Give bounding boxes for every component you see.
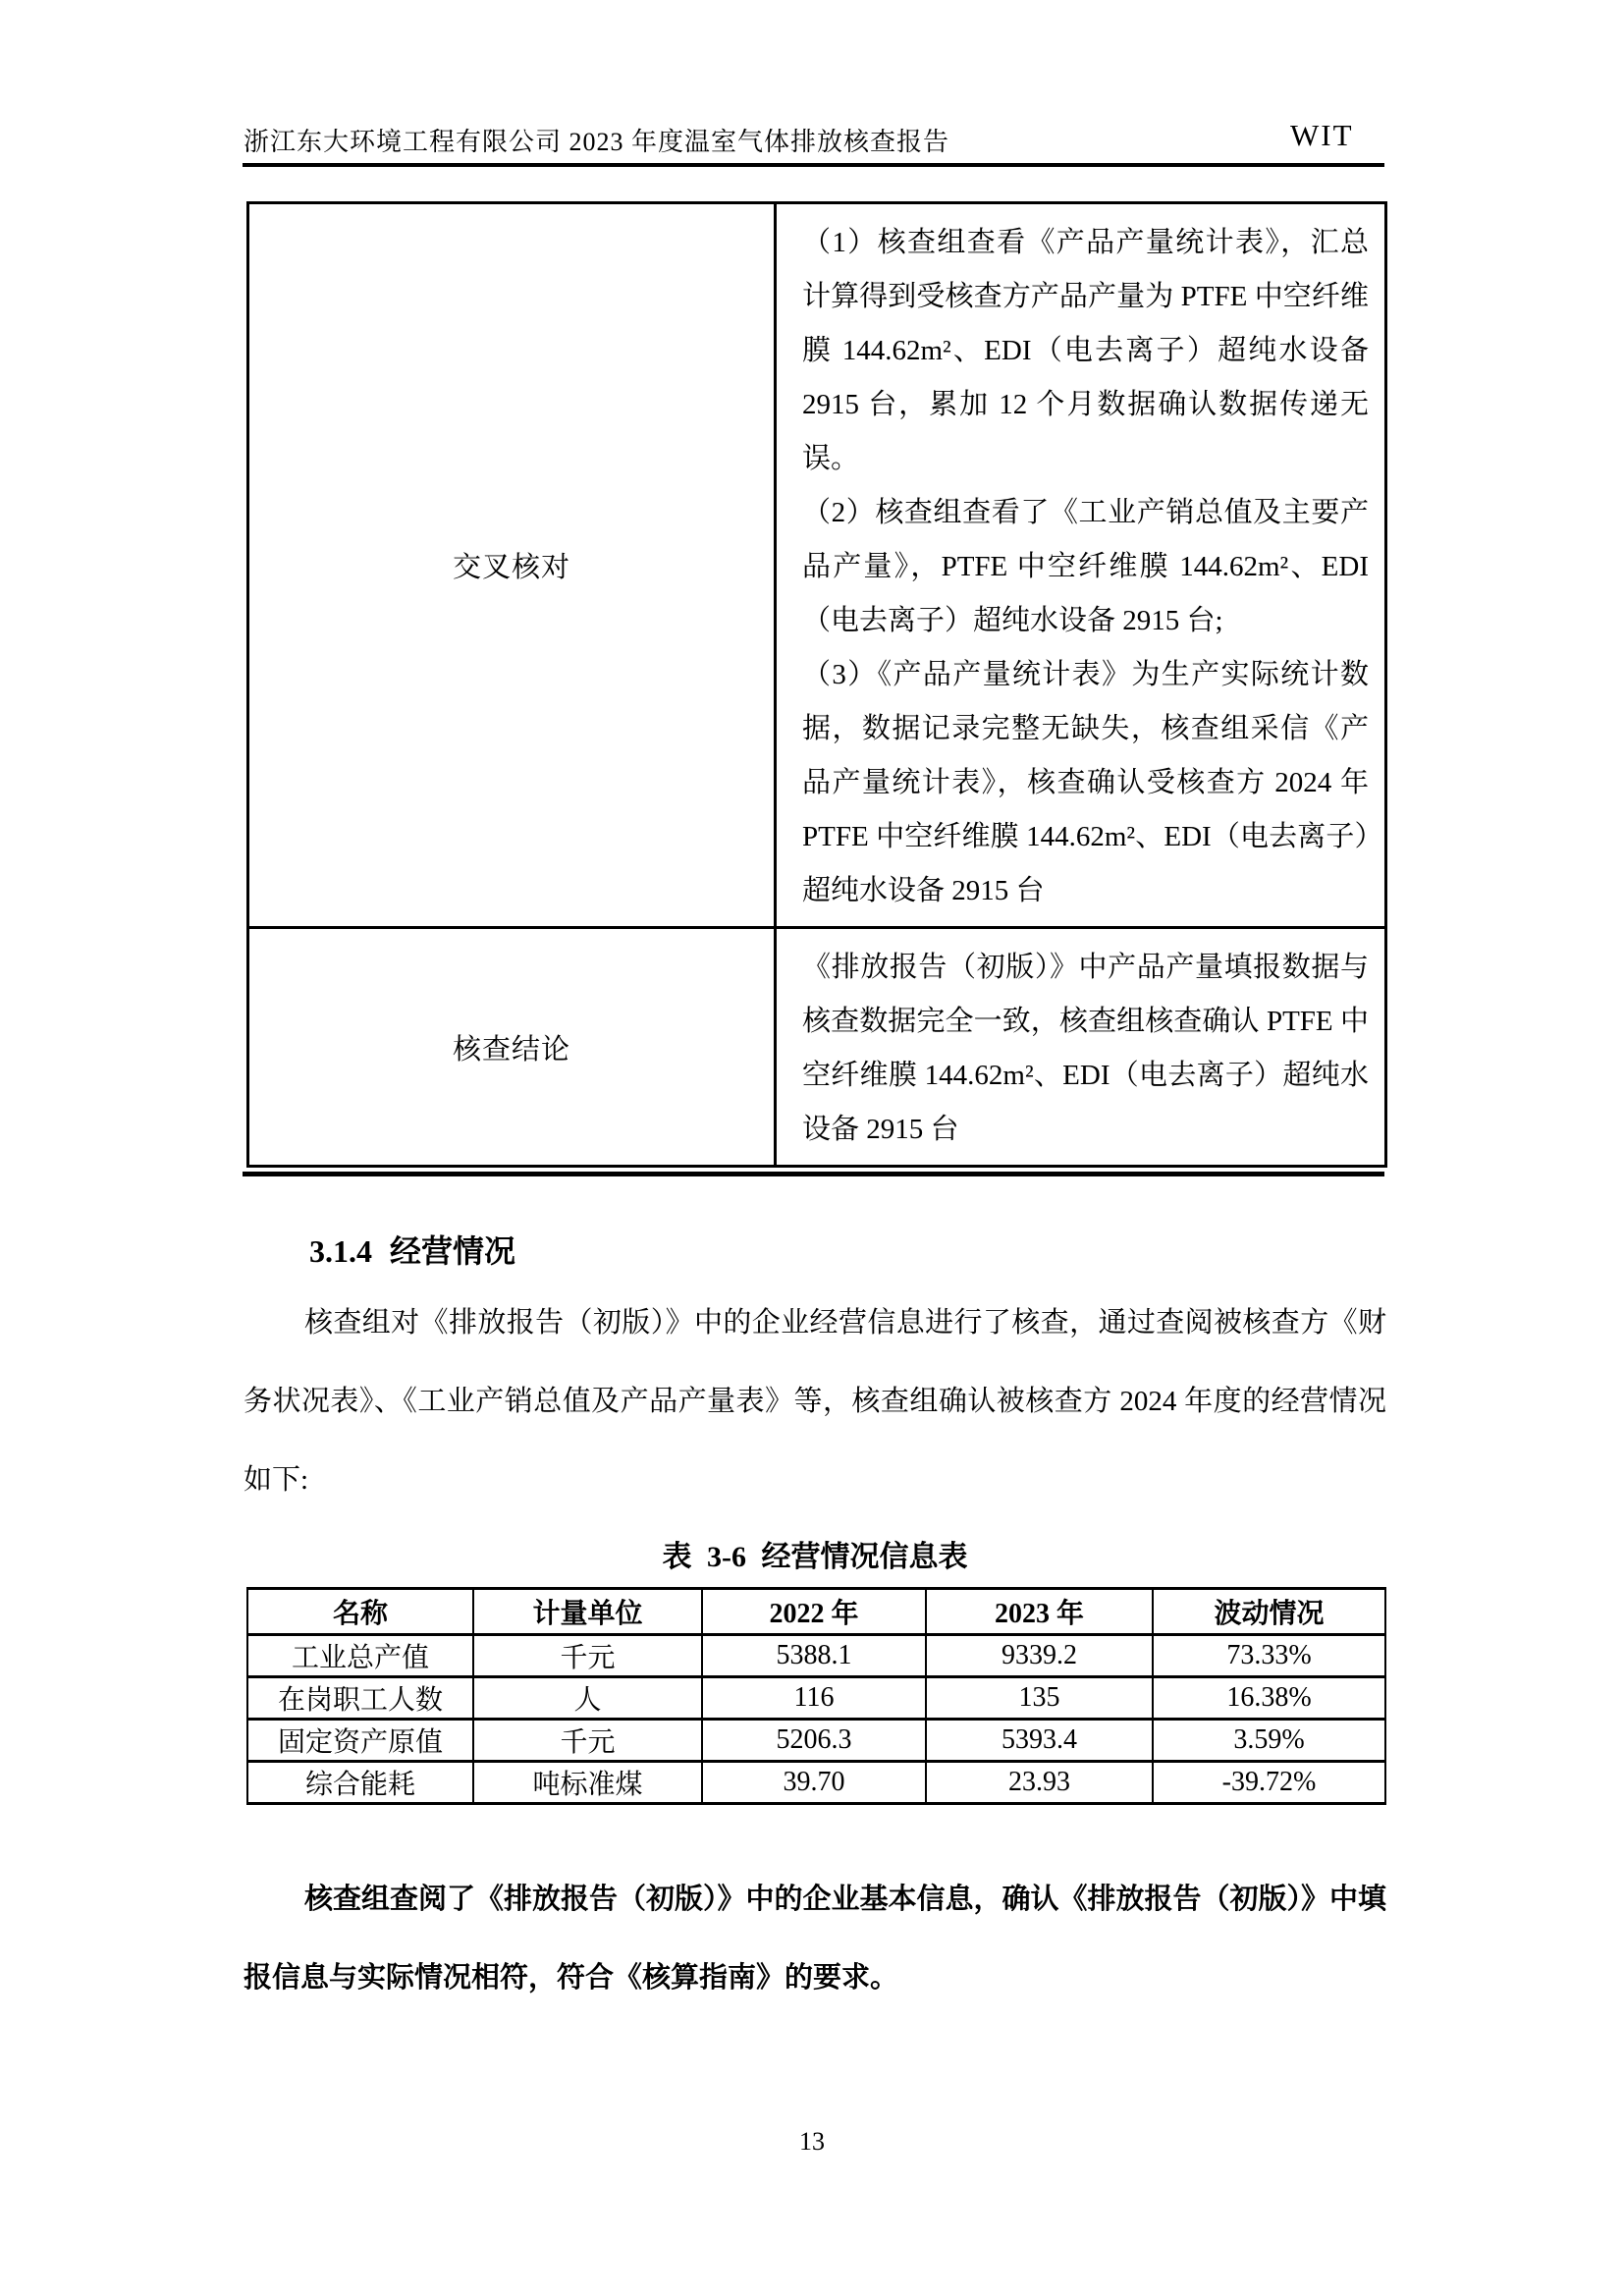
content-paragraph: 《排放报告（初版）》中产品产量填报数据与核查数据完全一致，核查组核查确认 PTFE 中空纤维膜 144.62m²、EDI（电去离子）超纯水设备 2915 台	[802, 952, 1369, 1145]
table-cell: 9339.2	[926, 1635, 1153, 1677]
table-cell: 工业总产值	[247, 1635, 473, 1677]
column-header: 波动情况	[1153, 1589, 1385, 1635]
page-number: 13	[799, 2127, 825, 2156]
table-cell: 千元	[473, 1720, 702, 1762]
closing-paragraph: 核查组查阅了《排放报告（初版）》中的企业基本信息，确认《排放报告（初版）》中填报信息与实际情况相符，符合《核算指南》的要求。	[244, 1884, 1387, 1994]
body-paragraph: 核查组对《排放报告（初版）》中的企业经营信息进行了核查，通过查阅被核查方《财务状况表》、《工业产销总值及产品产量表》等，核查组确认被核查方 2024 年度的经营情况如下:	[244, 1307, 1386, 1496]
conclusion-label: 核查结论	[248, 928, 776, 1167]
table-cell: 16.38%	[1153, 1677, 1385, 1720]
cross-check-row	[248, 203, 1386, 928]
section-divider-rule	[243, 1172, 1384, 1176]
table-cell: 5393.4	[926, 1720, 1153, 1762]
column-header: 计量单位	[473, 1589, 702, 1635]
table-row	[247, 1720, 1385, 1762]
column-header: 2022 年	[702, 1589, 926, 1635]
conclusion-content	[776, 928, 1386, 1167]
cross-check-content	[776, 203, 1386, 928]
table-cell: 116	[702, 1677, 926, 1720]
table-row	[247, 1635, 1385, 1677]
table-cell: 千元	[473, 1635, 702, 1677]
table-3-6-title: 表 3-6 经营情况信息表	[662, 1541, 968, 1573]
column-header: 名称	[247, 1589, 473, 1635]
table-cell: -39.72%	[1153, 1762, 1385, 1804]
column-header: 2023 年	[926, 1589, 1153, 1635]
table-cell: 3.59%	[1153, 1720, 1385, 1762]
table-cell: 5206.3	[702, 1720, 926, 1762]
business-info-table	[246, 1587, 1386, 1805]
table-cell: 39.70	[702, 1762, 926, 1804]
table-cell: 在岗职工人数	[247, 1677, 473, 1720]
header-logo: WIT	[1290, 118, 1354, 152]
table-cell: 23.93	[926, 1762, 1153, 1804]
conclusion-row	[248, 928, 1386, 1167]
section-heading: 3.1.4 经营情况	[309, 1233, 516, 1269]
business-info-header-row	[247, 1589, 1385, 1635]
table-row	[247, 1762, 1385, 1804]
content-paragraph: （3）《产品产量统计表》为生产实际统计数据，数据记录完整无缺失，核查组采信《产品产量统计表》，核查确认受核查方 2024 年 PTFE 中空纤维膜 144.62m²、EDI（电去离子）超纯水设备 2915 台	[802, 659, 1369, 906]
verification-table	[246, 201, 1387, 1168]
cross-check-label: 交叉核对	[248, 203, 776, 928]
header-rule	[243, 163, 1384, 167]
table-cell: 5388.1	[702, 1635, 926, 1677]
table-cell: 73.33%	[1153, 1635, 1385, 1677]
header-title: 浙江东大环境工程有限公司 2023 年度温室气体排放核查报告	[244, 128, 950, 156]
table-cell: 135	[926, 1677, 1153, 1720]
table-cell: 综合能耗	[247, 1762, 473, 1804]
table-row	[247, 1677, 1385, 1720]
content-paragraph: （2）核查组查看了《工业产销总值及主要产品产量》，PTFE 中空纤维膜 144.62m²、EDI（电去离子）超纯水设备 2915 台;	[802, 497, 1369, 636]
content-paragraph: （1）核查组查看《产品产量统计表》，汇总计算得到受核查方产品产量为 PTFE 中空纤维膜 144.62m²、EDI（电去离子）超纯水设备 2915 台，累加 12 个月数据确认数据传递无误。	[802, 227, 1369, 474]
table-cell: 吨标准煤	[473, 1762, 702, 1804]
table-cell: 固定资产原值	[247, 1720, 473, 1762]
table-cell: 人	[473, 1677, 702, 1720]
